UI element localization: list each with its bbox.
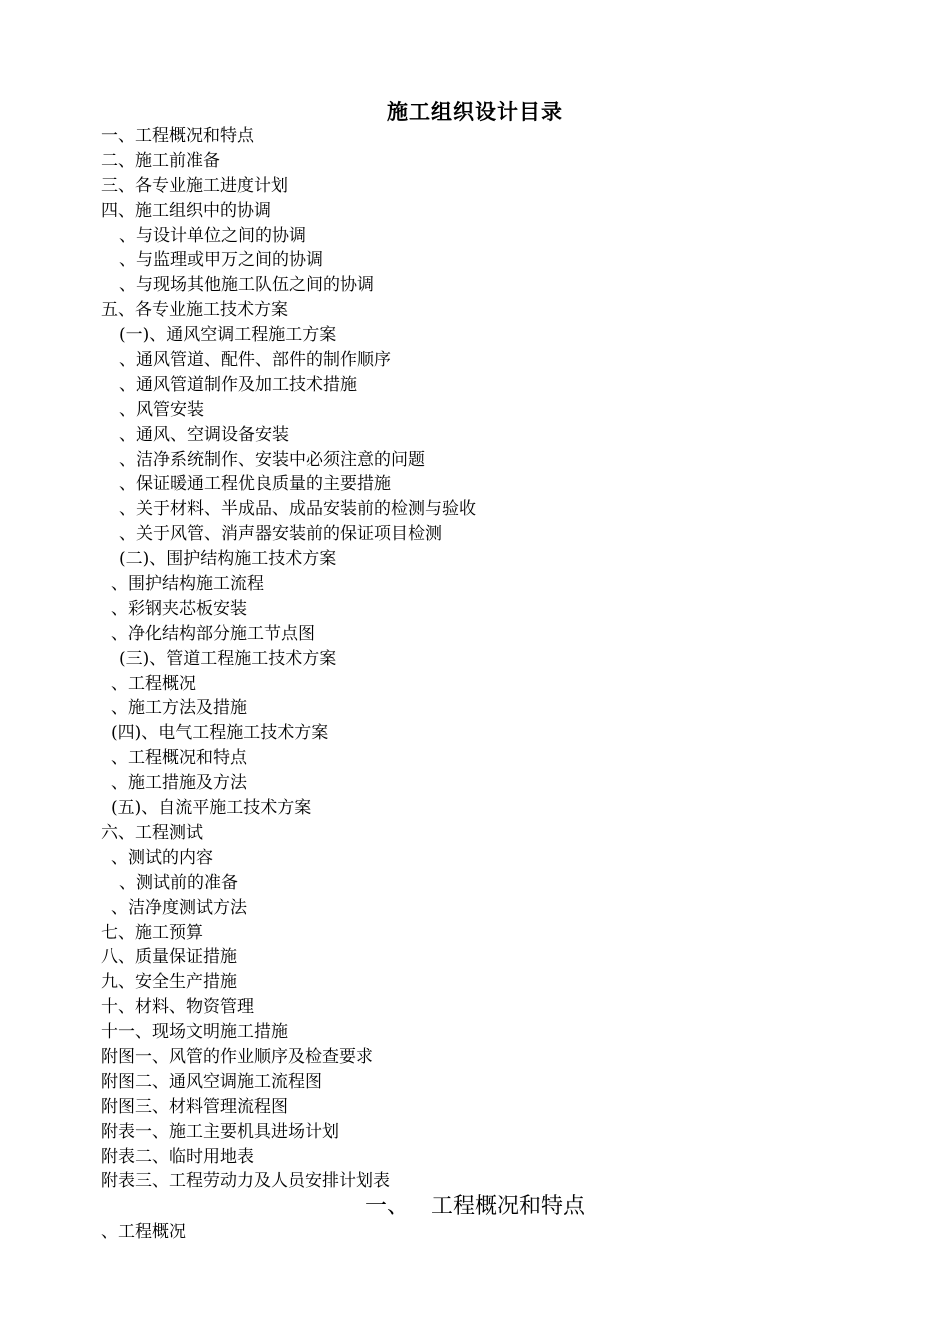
toc-entry: 、工程概况和特点 — [111, 748, 247, 769]
toc-entry: 附表三、工程劳动力及人员安排计划表 — [101, 1171, 390, 1192]
toc-entry: 、与设计单位之间的协调 — [119, 225, 306, 246]
toc-entry: (一)、通风空调工程施工方案 — [119, 325, 337, 346]
toc-entry: 、通风管道、配件、部件的制作顺序 — [119, 350, 391, 371]
toc-entry: 附图二、通风空调施工流程图 — [101, 1071, 322, 1092]
toc-entry: 三、各专业施工进度计划 — [101, 175, 288, 196]
toc-entry: 、关于材料、半成品、成品安装前的检测与验收 — [119, 499, 476, 520]
toc-entry: 、洁净系统制作、安装中必须注意的问题 — [119, 449, 425, 470]
document-title: 施工组织设计目录 — [387, 99, 563, 124]
toc-entry: 六、工程测试 — [101, 822, 203, 843]
toc-entry: 附表一、施工主要机具进场计划 — [101, 1121, 339, 1142]
toc-entry: 附图三、材料管理流程图 — [101, 1096, 288, 1117]
toc-entry: 、净化结构部分施工节点图 — [111, 623, 315, 644]
sub-heading: 、工程概况 — [101, 1222, 186, 1242]
toc-entry: 八、质量保证措施 — [101, 947, 237, 968]
toc-entry: 、测试的内容 — [111, 847, 213, 868]
section-number: 一、 — [364, 1194, 409, 1219]
toc-entry: (三)、管道工程施工技术方案 — [119, 648, 337, 669]
toc-entry: 、与监理或甲万之间的协调 — [119, 250, 323, 271]
toc-entry: (二)、围护结构施工技术方案 — [119, 549, 337, 570]
toc-entry: 、保证暖通工程优良质量的主要措施 — [119, 474, 391, 495]
toc-entry: 、围护结构施工流程 — [111, 574, 264, 595]
toc-entry: 、与现场其他施工队伍之间的协调 — [119, 275, 374, 296]
toc-entry: 十一、现场文明施工措施 — [101, 1022, 288, 1043]
toc-entry: 二、施工前准备 — [101, 150, 220, 171]
toc-entry: 附表二、临时用地表 — [101, 1146, 254, 1167]
toc-entry: 、风管安装 — [119, 399, 204, 420]
toc-entry: 、彩钢夹芯板安装 — [111, 598, 247, 619]
table-of-contents — [101, 124, 476, 1194]
toc-entry: (四)、电气工程施工技术方案 — [111, 723, 329, 744]
toc-entry: 、洁净度测试方法 — [111, 897, 247, 918]
toc-entry: 十、材料、物资管理 — [101, 997, 254, 1018]
toc-entry: 四、施工组织中的协调 — [101, 200, 271, 221]
toc-entry: 九、安全生产措施 — [101, 972, 237, 993]
toc-entry: 、工程概况 — [111, 673, 196, 694]
toc-entry: 、测试前的准备 — [119, 872, 238, 893]
toc-entry: 、施工方法及措施 — [111, 698, 247, 719]
toc-entry: 五、各专业施工技术方案 — [101, 300, 288, 321]
toc-entry: 、通风、空调设备安装 — [119, 424, 289, 445]
section-title: 工程概况和特点 — [431, 1194, 586, 1219]
toc-entry: 、通风管道制作及加工技术措施 — [119, 374, 357, 395]
toc-entry: 一、工程概况和特点 — [101, 126, 254, 146]
toc-entry: (五)、自流平施工技术方案 — [111, 798, 312, 819]
toc-entry: 、施工措施及方法 — [111, 773, 247, 794]
toc-entry: 七、施工预算 — [101, 922, 203, 943]
toc-entry: 、关于风管、消声器安装前的保证项目检测 — [119, 524, 442, 545]
section-heading — [0, 1191, 950, 1223]
toc-entry: 附图一、风管的作业顺序及检查要求 — [101, 1046, 373, 1067]
